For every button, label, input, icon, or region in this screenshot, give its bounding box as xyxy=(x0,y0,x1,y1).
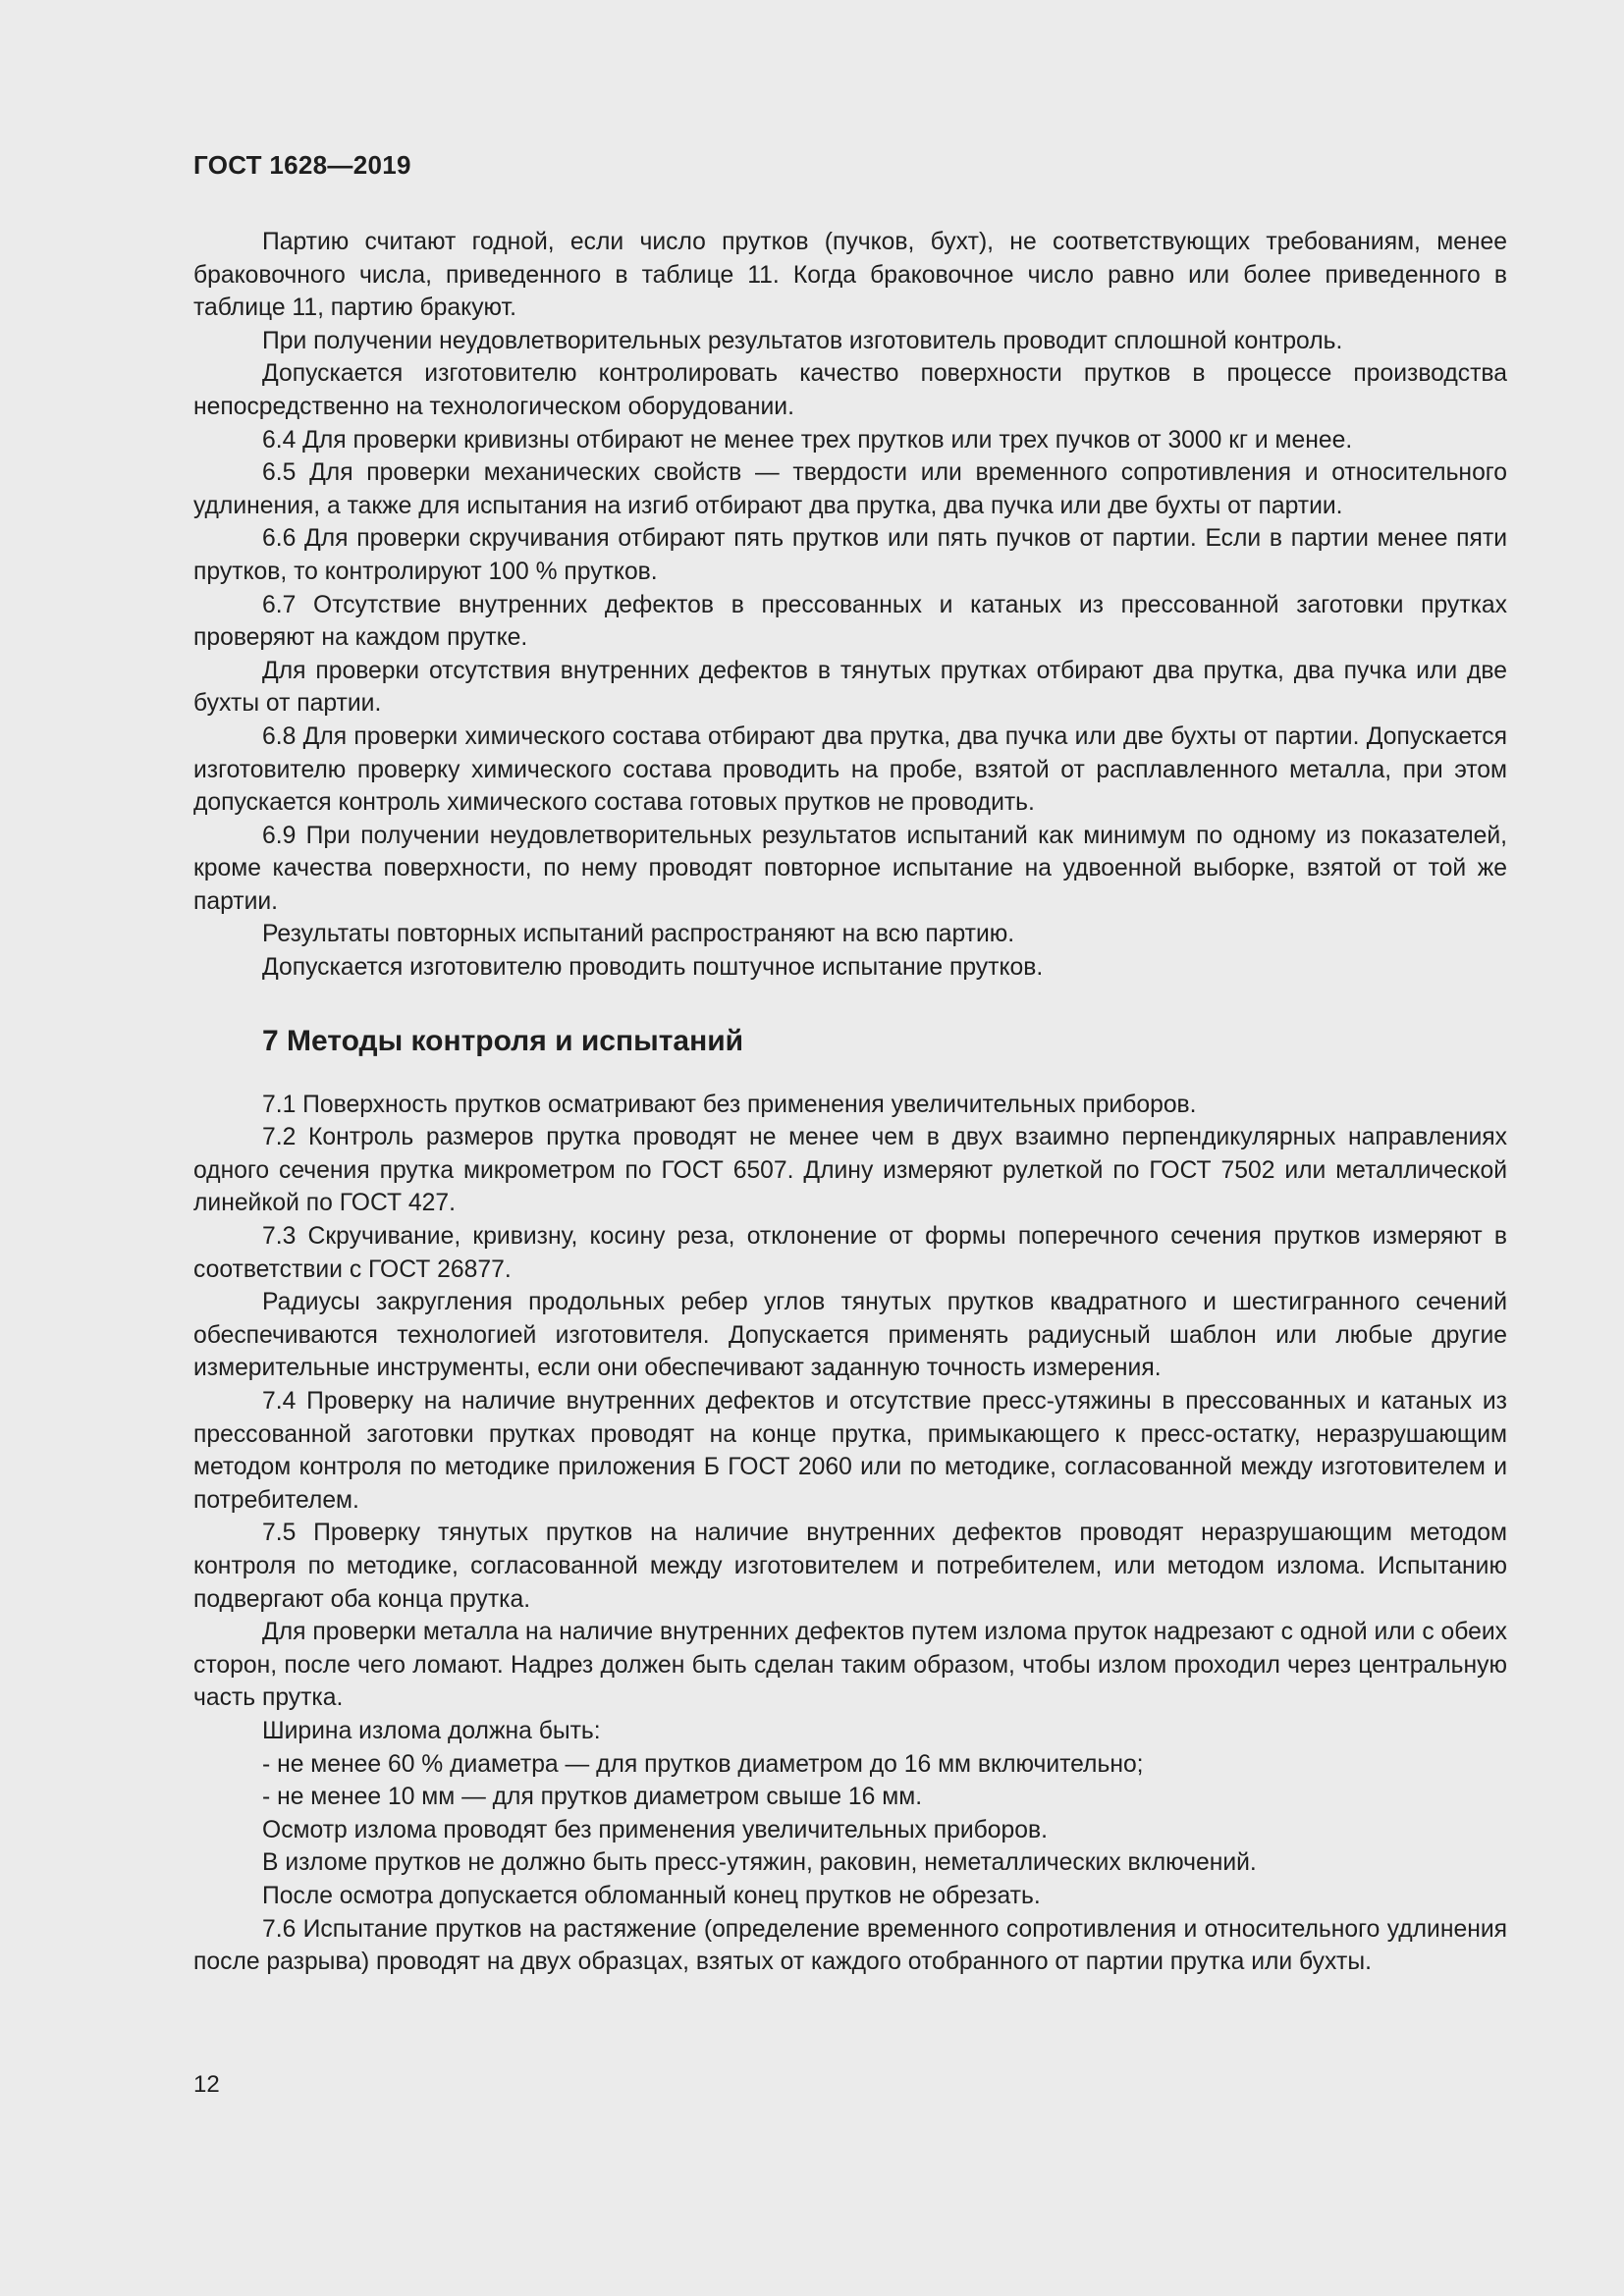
clause-7-1: 7.1 Поверхность прутков осматривают без применения увеличительных приборов. xyxy=(262,1091,1197,1118)
paragraph: При получении неудовлетворительных результатов изготовитель проводит сплошной контроль. xyxy=(262,327,1343,354)
document-header: ГОСТ 1628—2019 xyxy=(193,150,411,180)
clause-6-5: 6.5 Для проверки механических свойств — твердости или временного сопротивления и относительного удлинения, а также для испытания на изгиб отбирают два прутка, два пучка или две бухты от партии. xyxy=(193,459,1507,519)
paragraph: Радиусы закругления продольных ребер углов тянутых прутков квадратного и шестигранного сечений обеспечиваются технологией изготовителя. Допускается применять радиусный шаблон или любые другие измерительные инструменты, если они обеспечивают заданную точность измерения. xyxy=(193,1289,1507,1382)
list-item: - не менее 60 % диаметра — для прутков диаметром до 16 мм включительно; xyxy=(262,1750,1144,1778)
clause-6-8: 6.8 Для проверки химического состава отбирают два прутка, два пучка или две бухты от партии. Допускается изготовителю проверку химического состава проводить на пробе, взятой от расплавленного металла, при этом допускается контроль химического состава готовых прутков не проводить. xyxy=(193,722,1507,817)
paragraph: Допускается изготовителю контролировать качество поверхности прутков в процессе производства непосредственно на технологическом оборудовании. xyxy=(193,360,1507,420)
paragraph: Осмотр излома проводят без применения увеличительных приборов. xyxy=(262,1816,1048,1843)
paragraph: Допускается изготовителю проводить поштучное испытание прутков. xyxy=(262,954,1044,982)
clause-7-3: 7.3 Скручивание, кривизну, косину реза, отклонение от формы поперечного сечения прутков измеряют в соответствии с ГОСТ 26877. xyxy=(193,1223,1507,1283)
section-heading: 7 Методы контроля и испытаний xyxy=(262,1024,744,1057)
clause-7-2: 7.2 Контроль размеров прутка проводят не менее чем в двух взаимно перпендикулярных направлениях одного сечения прутка микрометром по ГОСТ 6507. Длину измеряют рулеткой по ГОСТ 7502 или металлической линейкой по ГОСТ 427. xyxy=(193,1124,1507,1217)
clause-7-6: 7.6 Испытание прутков на растяжение (определение временного сопротивления и относительного удлинения после разрыва) проводят на двух образцах, взятых от каждого отобранного от партии прутка или бухты. xyxy=(193,1915,1507,1976)
clause-6-7: 6.7 Отсутствие внутренних дефектов в прессованных и катаных из прессованной заготовки прутках проверяют на каждом прутке. xyxy=(193,591,1507,652)
list-item: - не менее 10 мм — для прутков диаметром свыше 16 мм. xyxy=(262,1784,923,1811)
clause-6-6: 6.6 Для проверки скручивания отбирают пять прутков или пять пучков от партии. Если в партии менее пяти прутков, то контролируют 100 % прутков. xyxy=(193,525,1507,585)
paragraph: В изломе прутков не должно быть пресс-утяжин, раковин, неметаллических включений. xyxy=(262,1849,1257,1877)
paragraph: После осмотра допускается обломанный конец прутков не обрезать. xyxy=(262,1882,1041,1909)
clause-7-4: 7.4 Проверку на наличие внутренних дефектов и отсутствие пресс-утяжины в прессованных и катаных из прессованной заготовки прутках проводят на конце прутка, примыкающего к пресс-остатку, неразрушающим методом контроля по методике приложения Б ГОСТ 2060 или по методике, согласованной между изготовителем и потребителем. xyxy=(193,1388,1507,1514)
paragraph: Результаты повторных испытаний распространяют на всю партию. xyxy=(262,921,1015,948)
paragraph: Для проверки металла на наличие внутренних дефектов путем излома пруток надрезают с одной или с обеих сторон, после чего ломают. Надрез должен быть сделан таким образом, чтобы излом проходил через центральную часть прутка. xyxy=(193,1619,1507,1712)
clause-7-5: 7.5 Проверку тянутых прутков на наличие внутренних дефектов проводят неразрушающим методом контроля по методике, согласованной между изготовителем и потребителем, или методом излома. Испытанию подвергают оба конца прутка. xyxy=(193,1520,1507,1613)
document-body xyxy=(193,226,1507,1979)
paragraph: Ширина излома должна быть: xyxy=(262,1717,601,1744)
paragraph: Партию считают годной, если число прутков (пучков, бухт), не соответствующих требованиям, менее браковочного числа, приведенного в таблице 11. Когда браковочное число равно или более приведенного в таблице 11, партию бракуют. xyxy=(193,229,1507,322)
clause-6-9: 6.9 При получении неудовлетворительных результатов испытаний как минимум по одному из показателей, кроме качества поверхности, по нему проводят повторное испытание на удвоенной выборке, взятой от той же партии. xyxy=(193,822,1507,915)
clause-6-4: 6.4 Для проверки кривизны отбирают не менее трех прутков или трех пучков от 3000 кг и менее. xyxy=(262,426,1353,454)
page-number: 12 xyxy=(193,2071,220,2098)
paragraph: Для проверки отсутствия внутренних дефектов в тянутых прутках отбирают два прутка, два пучка или две бухты от партии. xyxy=(193,657,1507,718)
